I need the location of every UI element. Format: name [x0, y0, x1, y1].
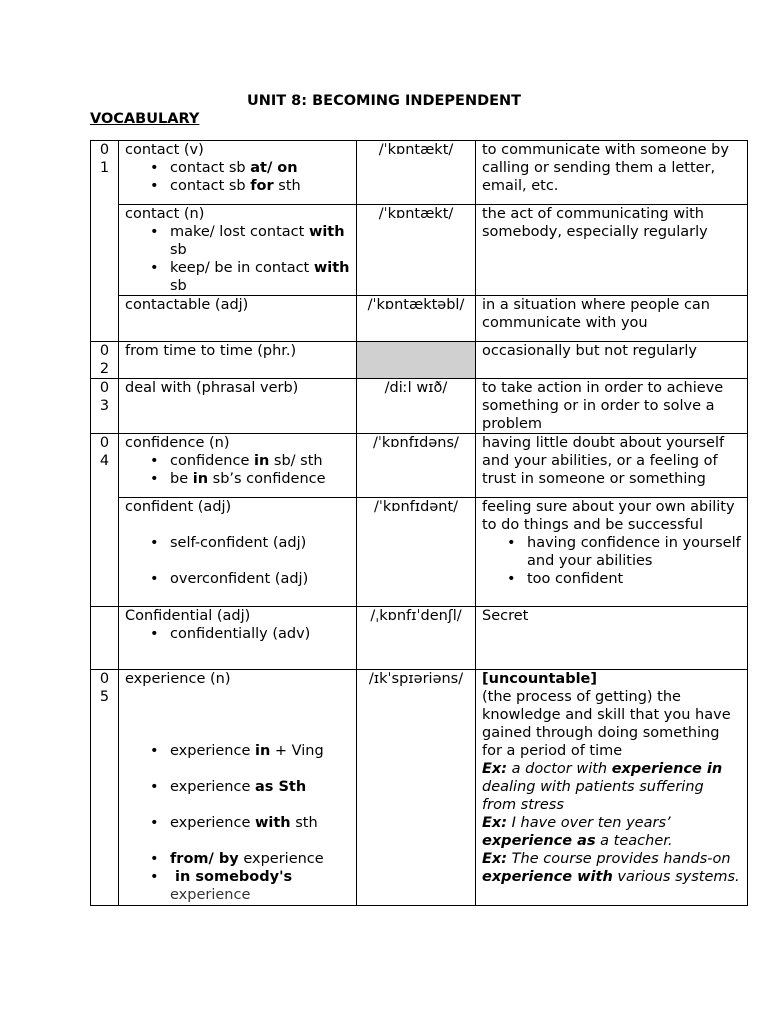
definition: the act of communicating with somebody, especially regularly [476, 205, 748, 296]
usage-tag: [uncountable] [482, 671, 598, 687]
collocation: • be in sb’s confidence [170, 470, 350, 488]
table-row [91, 141, 748, 205]
definition: to take action in order to achieve something or in order to solve a problem [476, 379, 748, 434]
definition: feeling sure about your own ability to do things and be successful [482, 499, 735, 533]
pronunciation: /ɪkˈspɪəriəns/ [357, 670, 476, 906]
word-cell [119, 379, 357, 434]
sub-definition: • too confident [527, 570, 741, 588]
pronunciation: /ˌkɒnfɪˈdenʃl/ [357, 607, 476, 670]
word-cell [119, 342, 357, 379]
derived-word: • self-confident (adj) [170, 534, 350, 552]
headword: experience (n) [125, 671, 231, 687]
word-cell [119, 434, 357, 498]
collocation: • confidence in sb/ sth [170, 452, 350, 470]
entry-number: 0 4 [91, 434, 119, 607]
table-row [91, 296, 748, 342]
headword: deal with (phrasal verb) [125, 380, 299, 396]
pronunciation: /ˈkɒntækt/ [357, 205, 476, 296]
derived-word: • confidentially (adv) [170, 625, 350, 643]
collocation: • in somebody's experience [170, 868, 350, 904]
word-cell [119, 205, 357, 296]
word-cell [119, 141, 357, 205]
definition: having little doubt about yourself and your abilities, or a feeling of trust in someone or something [476, 434, 748, 498]
table-row [91, 607, 748, 670]
entry-number: 0 3 [91, 379, 119, 434]
headword: contactable (adj) [125, 297, 249, 313]
entry-number-empty [91, 607, 119, 670]
collocation: • make/ lost contact with sb [170, 223, 350, 259]
collocation: • contact sb at/ on [170, 159, 350, 177]
pronunciation-empty [357, 342, 476, 379]
collocation: • from/ by experience [170, 850, 350, 868]
entry-number: 0 2 [91, 342, 119, 379]
collocation: • experience in + Ving [170, 742, 350, 760]
definition: occasionally but not regularly [476, 342, 748, 379]
pronunciation: /ˈkɒntæktəbl/ [357, 296, 476, 342]
definition: in a situation where people can communicate with you [476, 296, 748, 342]
pronunciation: /ˈkɒnfɪdəns/ [357, 434, 476, 498]
table-row [91, 670, 748, 906]
collocation: • experience with sth [170, 814, 350, 832]
word-cell [119, 498, 357, 607]
word-cell [119, 607, 357, 670]
pronunciation: /ˈkɒntækt/ [357, 141, 476, 205]
derived-word: • overconfident (adj) [170, 570, 350, 588]
word-cell [119, 670, 357, 906]
headword: Confidential (adj) [125, 608, 251, 624]
page-title: UNIT 8: BECOMING INDEPENDENT [246, 93, 522, 109]
definition: (the process of getting) the knowledge and skill that you have gained through doing something for a period of time [482, 689, 731, 759]
pronunciation: /diːl wɪð/ [357, 379, 476, 434]
table-row [91, 205, 748, 296]
example: Ex: a doctor with experience in dealing with patients suffering from stress [482, 761, 723, 813]
entry-number: 0 1 [91, 141, 119, 342]
table-row [91, 434, 748, 498]
definition-cell [476, 498, 748, 607]
pronunciation: /ˈkɒnfɪdənt/ [357, 498, 476, 607]
table-row [91, 379, 748, 434]
headword: confident (adj) [125, 499, 232, 515]
vocabulary-table [90, 140, 748, 906]
headword: from time to time (phr.) [125, 343, 297, 359]
table-row [91, 342, 748, 379]
collocation: • contact sb for sth [170, 177, 350, 195]
sub-definition: • having confidence in yourself and your abilities [527, 534, 741, 570]
word-cell [119, 296, 357, 342]
example: Ex: The course provides hands-on experience with various systems. [482, 851, 740, 885]
headword: contact (v) [125, 142, 204, 158]
definition: to communicate with someone by calling or sending them a letter, email, etc. [476, 141, 748, 205]
definition-cell [476, 670, 748, 906]
collocation: • keep/ be in contact with sb [170, 259, 350, 295]
example: Ex: I have over ten years’ experience as a teacher. [482, 815, 673, 849]
headword: confidence (n) [125, 435, 230, 451]
headword: contact (n) [125, 206, 205, 222]
section-heading: VOCABULARY [90, 111, 200, 127]
table-row [91, 498, 748, 607]
collocation: • experience as Sth [170, 778, 350, 796]
entry-number: 0 5 [91, 670, 119, 906]
definition: Secret [476, 607, 748, 670]
